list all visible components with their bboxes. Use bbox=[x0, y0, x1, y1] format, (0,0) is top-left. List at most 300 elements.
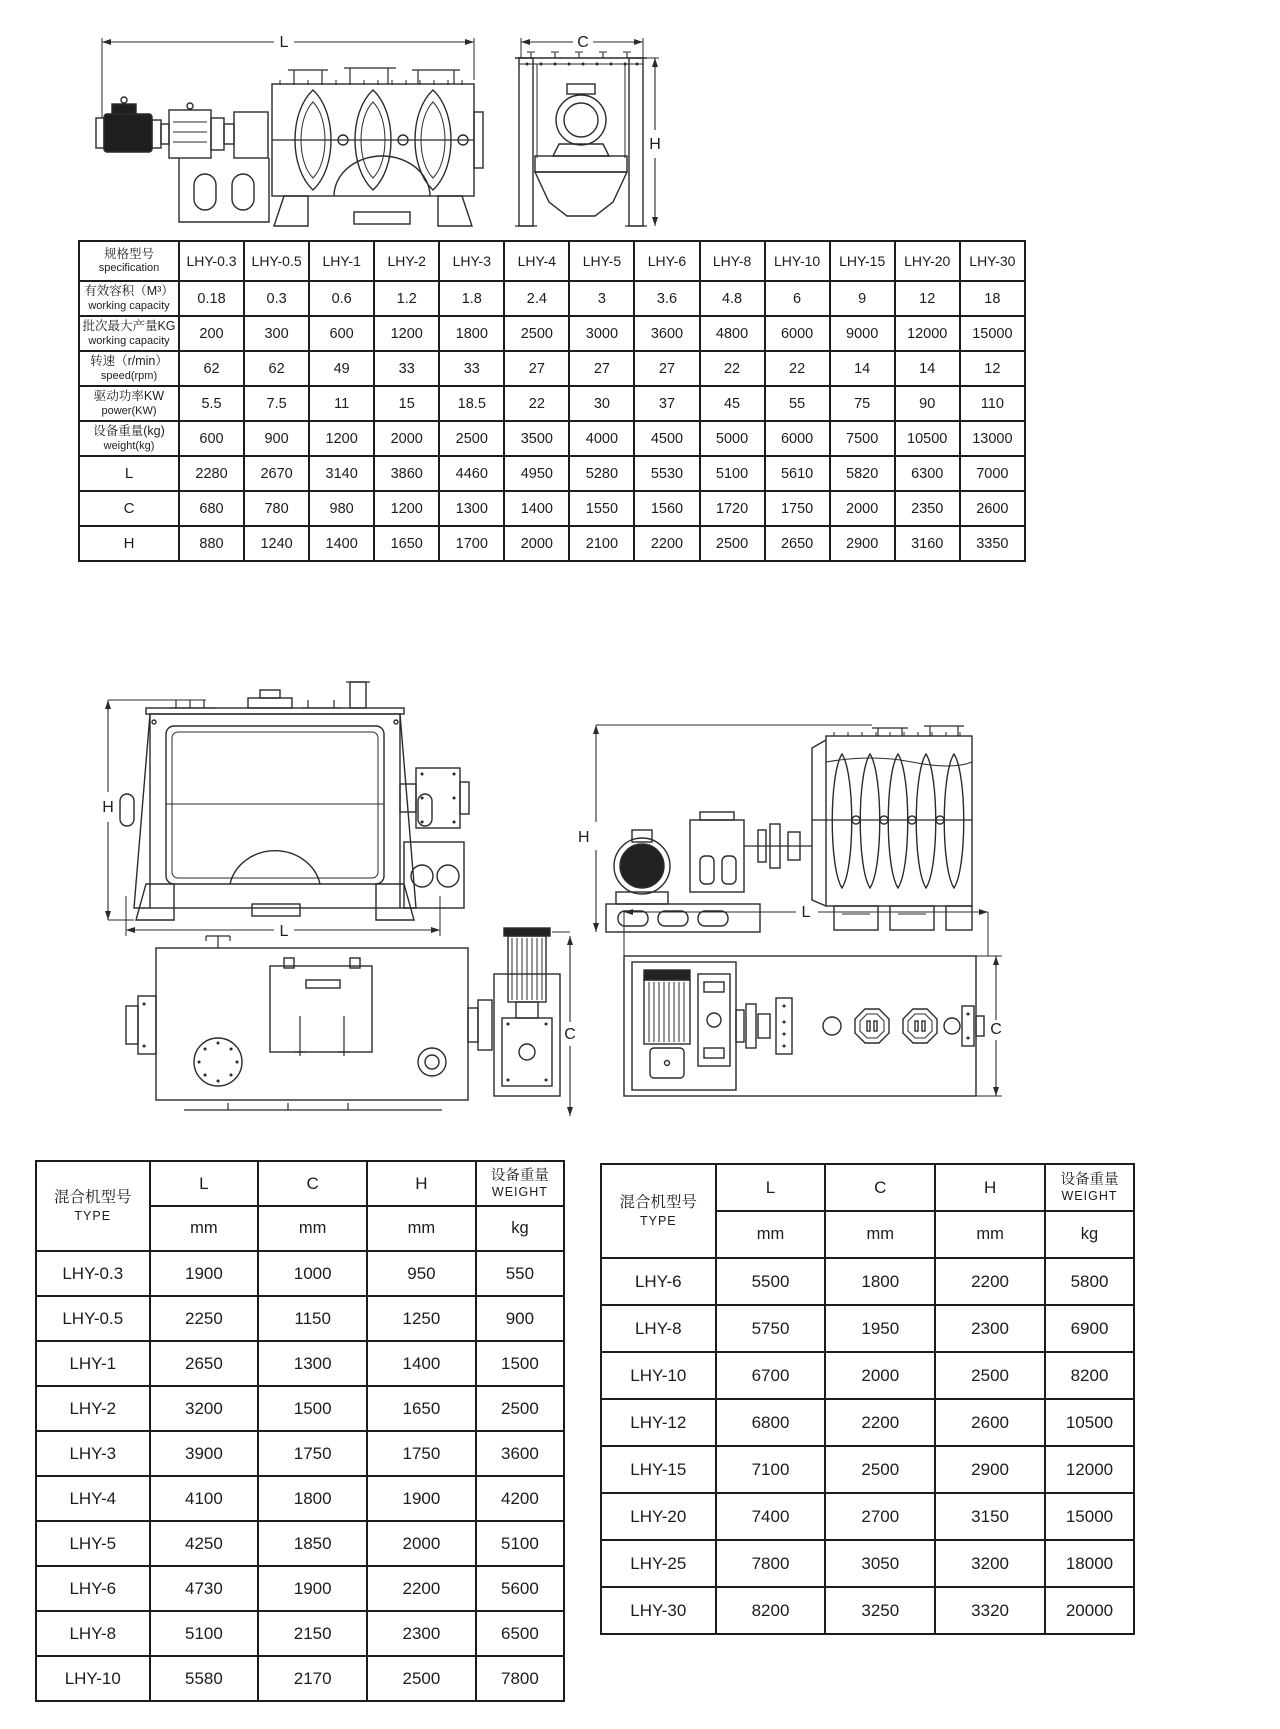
dim-value-cell: 900 bbox=[476, 1296, 564, 1341]
dim-value-cell: 2170 bbox=[258, 1656, 367, 1701]
type-header-en: TYPE bbox=[639, 1213, 677, 1228]
dim-value-cell: 6900 bbox=[1045, 1305, 1134, 1352]
spec-value-cell: 2500 bbox=[504, 316, 569, 351]
spec-model-header: LHY-30 bbox=[960, 241, 1025, 281]
spec-value-cell: 5610 bbox=[765, 456, 830, 491]
dimension-label-l: L bbox=[801, 904, 811, 921]
dim-col-header: H bbox=[935, 1164, 1045, 1211]
spec-model-header: LHY-6 bbox=[634, 241, 699, 281]
spec-value-cell: 12 bbox=[895, 281, 960, 316]
row-label-cn: 驱动功率KW bbox=[93, 389, 165, 404]
dim-row bbox=[601, 1587, 1134, 1634]
side-view-linework bbox=[96, 38, 483, 226]
dim-value-cell: 10500 bbox=[1045, 1399, 1134, 1446]
weight-header-cell bbox=[1045, 1164, 1134, 1211]
spec-value-cell: 3.6 bbox=[634, 281, 699, 316]
spec-value-cell: 6000 bbox=[765, 316, 830, 351]
dim-value-cell: 6500 bbox=[476, 1611, 564, 1656]
spec-corner-cell bbox=[79, 241, 179, 281]
row-label-cn: 设备重量(kg) bbox=[93, 424, 165, 439]
dimension-label-h: H bbox=[102, 799, 114, 816]
dim-value-cell: 5800 bbox=[1045, 1258, 1134, 1305]
spec-value-cell: 200 bbox=[179, 316, 244, 351]
spec-value-cell: 2350 bbox=[895, 491, 960, 526]
spec-value-cell: 90 bbox=[895, 386, 960, 421]
spec-value-cell: 1400 bbox=[309, 526, 374, 561]
spec-value-cell: 13000 bbox=[960, 421, 1025, 456]
weight-header-en: WEIGHT bbox=[1061, 1189, 1118, 1204]
dim-value-cell: 1750 bbox=[367, 1431, 476, 1476]
spec-value-cell: 9 bbox=[830, 281, 895, 316]
dim-value-cell: 4250 bbox=[150, 1521, 259, 1566]
spec-value-cell: 5.5 bbox=[179, 386, 244, 421]
spec-value-cell: 2650 bbox=[765, 526, 830, 561]
model-type-cell: LHY-3 bbox=[36, 1431, 150, 1476]
model-type-cell: LHY-0.3 bbox=[36, 1251, 150, 1296]
spec-value-cell: 2200 bbox=[634, 526, 699, 561]
spec-value-cell: 6 bbox=[765, 281, 830, 316]
type-header-en: TYPE bbox=[74, 1208, 112, 1223]
spec-value-cell: 10500 bbox=[895, 421, 960, 456]
unit-mm-cell: mm bbox=[935, 1211, 1045, 1258]
type-header-cn: 混合机型号 bbox=[619, 1194, 698, 1212]
spec-row-label: H bbox=[79, 526, 179, 561]
spec-row-label bbox=[79, 386, 179, 421]
front-view-linework bbox=[105, 682, 469, 936]
dimensions-table-left bbox=[35, 1160, 565, 1702]
model-type-cell: LHY-15 bbox=[601, 1446, 716, 1493]
weight-header-cn: 设备重量 bbox=[1060, 1171, 1119, 1188]
dim-row bbox=[601, 1540, 1134, 1587]
spec-value-cell: 4.8 bbox=[700, 281, 765, 316]
spec-value-cell: 2600 bbox=[960, 491, 1025, 526]
spec-value-cell: 1700 bbox=[439, 526, 504, 561]
dim-value-cell: 1150 bbox=[258, 1296, 367, 1341]
spec-value-cell: 0.3 bbox=[244, 281, 309, 316]
spec-value-cell: 7500 bbox=[830, 421, 895, 456]
spec-value-cell: 27 bbox=[569, 351, 634, 386]
spec-value-cell: 55 bbox=[765, 386, 830, 421]
dim-row bbox=[601, 1493, 1134, 1540]
spec-value-cell: 5820 bbox=[830, 456, 895, 491]
dim-value-cell: 2650 bbox=[150, 1341, 259, 1386]
row-label-cn: 有效容积（M³） bbox=[84, 284, 174, 299]
dim-value-cell: 8200 bbox=[716, 1587, 826, 1634]
dim-value-cell: 3200 bbox=[935, 1540, 1045, 1587]
dimension-label-c: C bbox=[577, 34, 589, 51]
model-type-cell: LHY-20 bbox=[601, 1493, 716, 1540]
spec-value-cell: 49 bbox=[309, 351, 374, 386]
spec-header-row bbox=[79, 241, 1025, 281]
drawing-long-plan-view bbox=[606, 898, 1006, 1108]
header-row bbox=[601, 1164, 1134, 1211]
dim-row bbox=[601, 1305, 1134, 1352]
dim-value-cell: 2250 bbox=[150, 1296, 259, 1341]
dim-value-cell: 4730 bbox=[150, 1566, 259, 1611]
spec-value-cell: 600 bbox=[179, 421, 244, 456]
spec-value-cell: 1400 bbox=[504, 491, 569, 526]
dim-row bbox=[36, 1386, 564, 1431]
dim-value-cell: 5100 bbox=[476, 1521, 564, 1566]
dim-col-header: L bbox=[716, 1164, 826, 1211]
spec-row bbox=[79, 456, 1025, 491]
spec-value-cell: 75 bbox=[830, 386, 895, 421]
model-type-cell: LHY-6 bbox=[601, 1258, 716, 1305]
spec-value-cell: 5280 bbox=[569, 456, 634, 491]
spec-value-cell: 2500 bbox=[439, 421, 504, 456]
spec-row bbox=[79, 491, 1025, 526]
spec-value-cell: 4460 bbox=[439, 456, 504, 491]
model-type-cell: LHY-0.5 bbox=[36, 1296, 150, 1341]
spec-value-cell: 22 bbox=[504, 386, 569, 421]
dim-value-cell: 15000 bbox=[1045, 1493, 1134, 1540]
dim-value-cell: 3900 bbox=[150, 1431, 259, 1476]
spec-model-header: LHY-3 bbox=[439, 241, 504, 281]
spec-value-cell: 3140 bbox=[309, 456, 374, 491]
spec-model-header: LHY-20 bbox=[895, 241, 960, 281]
dim-row bbox=[36, 1611, 564, 1656]
dim-value-cell: 4100 bbox=[150, 1476, 259, 1521]
spec-value-cell: 18.5 bbox=[439, 386, 504, 421]
weight-header-en: WEIGHT bbox=[491, 1185, 548, 1200]
spec-value-cell: 7000 bbox=[960, 456, 1025, 491]
spec-value-cell: 3160 bbox=[895, 526, 960, 561]
spec-value-cell: 30 bbox=[569, 386, 634, 421]
dim-value-cell: 1400 bbox=[367, 1341, 476, 1386]
spec-value-cell: 1750 bbox=[765, 491, 830, 526]
dim-value-cell: 3050 bbox=[825, 1540, 935, 1587]
spec-value-cell: 7.5 bbox=[244, 386, 309, 421]
dim-value-cell: 1800 bbox=[258, 1476, 367, 1521]
unit-kg-cell: kg bbox=[1045, 1211, 1134, 1258]
spec-value-cell: 22 bbox=[700, 351, 765, 386]
spec-row-label: C bbox=[79, 491, 179, 526]
dim-value-cell: 2200 bbox=[367, 1566, 476, 1611]
dim-value-cell: 2500 bbox=[476, 1386, 564, 1431]
spec-model-header: LHY-10 bbox=[765, 241, 830, 281]
spec-value-cell: 1560 bbox=[634, 491, 699, 526]
dim-row bbox=[601, 1446, 1134, 1493]
dim-value-cell: 6700 bbox=[716, 1352, 826, 1399]
spec-table bbox=[78, 240, 1026, 562]
dim-row bbox=[36, 1521, 564, 1566]
dimension-label-l: L bbox=[279, 34, 289, 51]
unit-mm-cell: mm bbox=[367, 1206, 476, 1251]
dim-row bbox=[36, 1296, 564, 1341]
model-type-cell: LHY-8 bbox=[601, 1305, 716, 1352]
spec-value-cell: 6000 bbox=[765, 421, 830, 456]
dim-value-cell: 3600 bbox=[476, 1431, 564, 1476]
spec-model-header: LHY-15 bbox=[830, 241, 895, 281]
spec-value-cell: 3000 bbox=[569, 316, 634, 351]
dim-value-cell: 2500 bbox=[367, 1656, 476, 1701]
dim-value-cell: 7800 bbox=[716, 1540, 826, 1587]
model-type-cell: LHY-12 bbox=[601, 1399, 716, 1446]
row-label-en: weight(kg) bbox=[103, 439, 155, 452]
header-row bbox=[36, 1161, 564, 1206]
dim-col-header: C bbox=[825, 1164, 935, 1211]
spec-value-cell: 14 bbox=[895, 351, 960, 386]
spec-value-cell: 300 bbox=[244, 316, 309, 351]
dim-value-cell: 1750 bbox=[258, 1431, 367, 1476]
spec-value-cell: 1240 bbox=[244, 526, 309, 561]
dimension-label-h: H bbox=[649, 136, 661, 153]
spec-value-cell: 880 bbox=[179, 526, 244, 561]
spec-value-cell: 2000 bbox=[830, 491, 895, 526]
model-type-cell: LHY-4 bbox=[36, 1476, 150, 1521]
spec-value-cell: 5100 bbox=[700, 456, 765, 491]
spec-row bbox=[79, 316, 1025, 351]
model-type-cell: LHY-10 bbox=[601, 1352, 716, 1399]
spec-value-cell: 110 bbox=[960, 386, 1025, 421]
spec-value-cell: 27 bbox=[634, 351, 699, 386]
model-type-cell: LHY-8 bbox=[36, 1611, 150, 1656]
spec-value-cell: 0.18 bbox=[179, 281, 244, 316]
plan-view-linework bbox=[126, 928, 573, 1116]
unit-mm-cell: mm bbox=[150, 1206, 259, 1251]
model-type-cell: LHY-6 bbox=[36, 1566, 150, 1611]
dim-value-cell: 8200 bbox=[1045, 1352, 1134, 1399]
drawing-mixer-end-view bbox=[497, 26, 665, 234]
dim-value-cell: 5100 bbox=[150, 1611, 259, 1656]
dim-value-cell: 2150 bbox=[258, 1611, 367, 1656]
dim-value-cell: 5580 bbox=[150, 1656, 259, 1701]
spec-value-cell: 12000 bbox=[895, 316, 960, 351]
spec-header-en: specification bbox=[98, 262, 160, 275]
dim-row bbox=[601, 1352, 1134, 1399]
dim-value-cell: 2300 bbox=[935, 1305, 1045, 1352]
dim-value-cell: 2300 bbox=[367, 1611, 476, 1656]
spec-row bbox=[79, 351, 1025, 386]
model-type-cell: LHY-30 bbox=[601, 1587, 716, 1634]
unit-mm-cell: mm bbox=[258, 1206, 367, 1251]
dim-row bbox=[36, 1656, 564, 1701]
model-type-cell: LHY-1 bbox=[36, 1341, 150, 1386]
dim-value-cell: 1950 bbox=[825, 1305, 935, 1352]
spec-model-header: LHY-4 bbox=[504, 241, 569, 281]
spec-value-cell: 4800 bbox=[700, 316, 765, 351]
dim-value-cell: 2000 bbox=[825, 1352, 935, 1399]
spec-value-cell: 2000 bbox=[504, 526, 569, 561]
spec-value-cell: 2000 bbox=[374, 421, 439, 456]
model-type-cell: LHY-2 bbox=[36, 1386, 150, 1431]
spec-value-cell: 3 bbox=[569, 281, 634, 316]
spec-row bbox=[79, 386, 1025, 421]
unit-kg-cell: kg bbox=[476, 1206, 564, 1251]
spec-value-cell: 2.4 bbox=[504, 281, 569, 316]
spec-value-cell: 1200 bbox=[374, 316, 439, 351]
spec-value-cell: 3350 bbox=[960, 526, 1025, 561]
spec-row-label bbox=[79, 281, 179, 316]
spec-value-cell: 37 bbox=[634, 386, 699, 421]
dim-value-cell: 3320 bbox=[935, 1587, 1045, 1634]
spec-header-cn: 规格型号 bbox=[103, 246, 154, 261]
spec-model-header: LHY-0.3 bbox=[179, 241, 244, 281]
end-view-linework bbox=[515, 38, 659, 226]
dim-value-cell: 550 bbox=[476, 1251, 564, 1296]
spec-value-cell: 33 bbox=[439, 351, 504, 386]
dim-value-cell: 1250 bbox=[367, 1296, 476, 1341]
dimension-label-c: C bbox=[990, 1021, 1002, 1038]
dim-value-cell: 2900 bbox=[935, 1446, 1045, 1493]
dim-row bbox=[36, 1566, 564, 1611]
spec-value-cell: 2100 bbox=[569, 526, 634, 561]
spec-value-cell: 1800 bbox=[439, 316, 504, 351]
dim-value-cell: 1500 bbox=[476, 1341, 564, 1386]
dim-value-cell: 2700 bbox=[825, 1493, 935, 1540]
dim-value-cell: 950 bbox=[367, 1251, 476, 1296]
dim-col-header: H bbox=[367, 1161, 476, 1206]
row-label-en: speed(rpm) bbox=[100, 369, 158, 382]
dimension-label-c: C bbox=[564, 1026, 576, 1043]
spec-model-header: LHY-8 bbox=[700, 241, 765, 281]
spec-value-cell: 27 bbox=[504, 351, 569, 386]
spec-model-header: LHY-0.5 bbox=[244, 241, 309, 281]
weight-header-cell bbox=[476, 1161, 564, 1206]
spec-value-cell: 2280 bbox=[179, 456, 244, 491]
spec-row bbox=[79, 526, 1025, 561]
row-label-cn: 转速（r/min） bbox=[90, 354, 168, 369]
dim-value-cell: 2500 bbox=[825, 1446, 935, 1493]
spec-row bbox=[79, 281, 1025, 316]
row-label-en: working capacity bbox=[88, 334, 170, 347]
spec-row-label: L bbox=[79, 456, 179, 491]
spec-model-header: LHY-1 bbox=[309, 241, 374, 281]
spec-value-cell: 45 bbox=[700, 386, 765, 421]
dimensions-table-right bbox=[600, 1163, 1135, 1635]
spec-value-cell: 12 bbox=[960, 351, 1025, 386]
dim-col-header: C bbox=[258, 1161, 367, 1206]
dim-value-cell: 7400 bbox=[716, 1493, 826, 1540]
spec-value-cell: 980 bbox=[309, 491, 374, 526]
spec-value-cell: 0.6 bbox=[309, 281, 374, 316]
spec-value-cell: 15000 bbox=[960, 316, 1025, 351]
dim-value-cell: 7100 bbox=[716, 1446, 826, 1493]
spec-value-cell: 2670 bbox=[244, 456, 309, 491]
dim-value-cell: 1900 bbox=[258, 1566, 367, 1611]
long-plan-linework bbox=[624, 909, 1002, 1096]
spec-row-label bbox=[79, 351, 179, 386]
type-header-cn: 混合机型号 bbox=[54, 1189, 132, 1207]
model-type-cell: LHY-10 bbox=[36, 1656, 150, 1701]
spec-value-cell: 1720 bbox=[700, 491, 765, 526]
dim-value-cell: 1850 bbox=[258, 1521, 367, 1566]
spec-value-cell: 62 bbox=[244, 351, 309, 386]
row-label-en: power(KW) bbox=[101, 404, 157, 417]
spec-value-cell: 2900 bbox=[830, 526, 895, 561]
spec-value-cell: 33 bbox=[374, 351, 439, 386]
dim-value-cell: 1900 bbox=[150, 1251, 259, 1296]
spec-row bbox=[79, 421, 1025, 456]
dim-value-cell: 12000 bbox=[1045, 1446, 1134, 1493]
spec-value-cell: 18 bbox=[960, 281, 1025, 316]
type-header-cell bbox=[601, 1164, 716, 1258]
spec-value-cell: 5000 bbox=[700, 421, 765, 456]
dim-value-cell: 3150 bbox=[935, 1493, 1045, 1540]
spec-value-cell: 9000 bbox=[830, 316, 895, 351]
spec-value-cell: 1200 bbox=[374, 491, 439, 526]
model-type-cell: LHY-25 bbox=[601, 1540, 716, 1587]
dim-value-cell: 1900 bbox=[367, 1476, 476, 1521]
dim-value-cell: 2500 bbox=[935, 1352, 1045, 1399]
spec-value-cell: 1.8 bbox=[439, 281, 504, 316]
spec-value-cell: 4000 bbox=[569, 421, 634, 456]
spec-value-cell: 900 bbox=[244, 421, 309, 456]
spec-value-cell: 5530 bbox=[634, 456, 699, 491]
dim-value-cell: 5500 bbox=[716, 1258, 826, 1305]
dim-row bbox=[601, 1258, 1134, 1305]
dim-value-cell: 7800 bbox=[476, 1656, 564, 1701]
dim-value-cell: 1650 bbox=[367, 1386, 476, 1431]
spec-value-cell: 3500 bbox=[504, 421, 569, 456]
type-header-cell bbox=[36, 1161, 150, 1251]
dim-value-cell: 2000 bbox=[367, 1521, 476, 1566]
dim-value-cell: 2600 bbox=[935, 1399, 1045, 1446]
dim-value-cell: 3250 bbox=[825, 1587, 935, 1634]
spec-row-label bbox=[79, 316, 179, 351]
dim-value-cell: 5600 bbox=[476, 1566, 564, 1611]
dim-value-cell: 3200 bbox=[150, 1386, 259, 1431]
spec-value-cell: 6300 bbox=[895, 456, 960, 491]
spec-model-header: LHY-2 bbox=[374, 241, 439, 281]
spec-value-cell: 1650 bbox=[374, 526, 439, 561]
spec-value-cell: 1.2 bbox=[374, 281, 439, 316]
spec-model-header: LHY-5 bbox=[569, 241, 634, 281]
model-type-cell: LHY-5 bbox=[36, 1521, 150, 1566]
dim-value-cell: 1500 bbox=[258, 1386, 367, 1431]
dim-value-cell: 4200 bbox=[476, 1476, 564, 1521]
dim-row bbox=[601, 1399, 1134, 1446]
dim-value-cell: 20000 bbox=[1045, 1587, 1134, 1634]
spec-value-cell: 14 bbox=[830, 351, 895, 386]
spec-value-cell: 4950 bbox=[504, 456, 569, 491]
spec-value-cell: 15 bbox=[374, 386, 439, 421]
dim-value-cell: 5750 bbox=[716, 1305, 826, 1352]
spec-value-cell: 11 bbox=[309, 386, 374, 421]
weight-header-cn: 设备重量 bbox=[490, 1167, 549, 1184]
row-label-cn: 批次最大产量KG bbox=[82, 319, 176, 334]
spec-value-cell: 22 bbox=[765, 351, 830, 386]
spec-value-cell: 2500 bbox=[700, 526, 765, 561]
dimension-label-l: L bbox=[279, 923, 289, 940]
spec-value-cell: 3860 bbox=[374, 456, 439, 491]
spec-value-cell: 780 bbox=[244, 491, 309, 526]
row-label-en: working capacity bbox=[88, 299, 170, 312]
unit-mm-cell: mm bbox=[825, 1211, 935, 1258]
dim-row bbox=[36, 1251, 564, 1296]
dim-row bbox=[36, 1431, 564, 1476]
drawing-plough-mixer-side-view bbox=[82, 26, 484, 234]
spec-value-cell: 1200 bbox=[309, 421, 374, 456]
dim-col-header: L bbox=[150, 1161, 259, 1206]
spec-value-cell: 680 bbox=[179, 491, 244, 526]
dim-value-cell: 2200 bbox=[935, 1258, 1045, 1305]
dim-value-cell: 18000 bbox=[1045, 1540, 1134, 1587]
spec-value-cell: 1300 bbox=[439, 491, 504, 526]
drawing-ribbon-mixer-front-view bbox=[88, 652, 473, 942]
spec-value-cell: 62 bbox=[179, 351, 244, 386]
spec-row-label bbox=[79, 421, 179, 456]
dim-value-cell: 1800 bbox=[825, 1258, 935, 1305]
dimension-label-h: H bbox=[578, 829, 590, 846]
unit-mm-cell: mm bbox=[716, 1211, 826, 1258]
spec-value-cell: 600 bbox=[309, 316, 374, 351]
spec-value-cell: 3600 bbox=[634, 316, 699, 351]
dim-value-cell: 1000 bbox=[258, 1251, 367, 1296]
dim-value-cell: 6800 bbox=[716, 1399, 826, 1446]
dim-value-cell: 1300 bbox=[258, 1341, 367, 1386]
dim-value-cell: 2200 bbox=[825, 1399, 935, 1446]
